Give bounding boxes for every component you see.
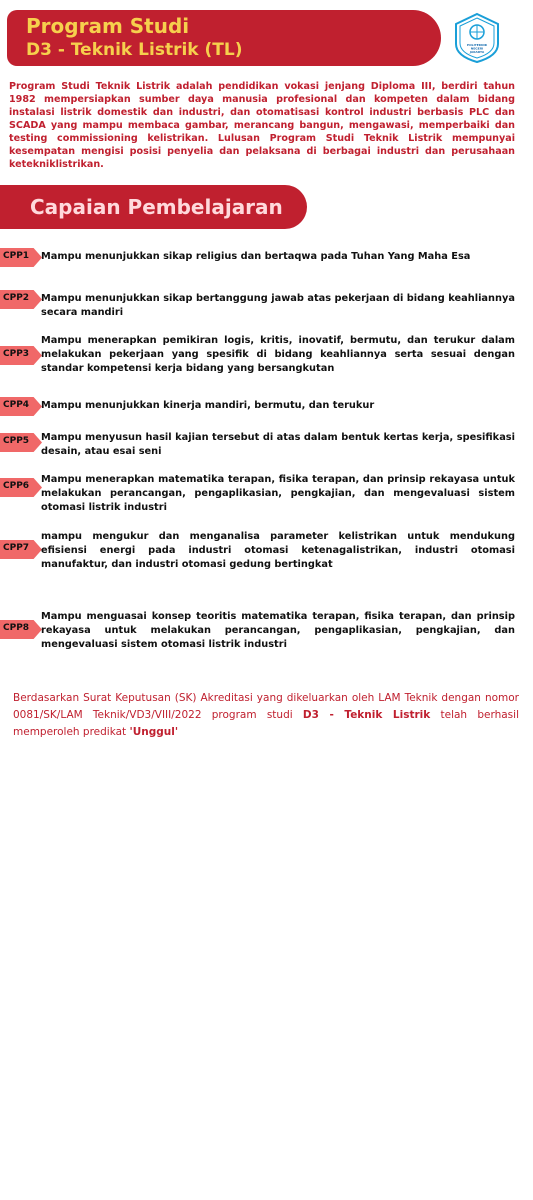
cpl-text: Mampu menerapkan matematika terapan, fisika terapan, dan prinsip rekayasa untuk melakukan perancangan, pengaplikasian, pengkajian, dan mengevaluasi sistem otomasi listrik industri xyxy=(41,474,515,513)
section-title: Capaian Pembelajaran xyxy=(30,195,283,219)
page-subtitle: D3 - Teknik Listrik (TL) xyxy=(26,40,243,60)
cpl-text: Mampu menerapkan pemikiran logis, kritis, inovatif, bermutu, dan terukur dalam melakukan pekerjaan yang spesifik di bidang keahliannya serta sesuai dengan standar kompetensi kerja bidang yang bersangkutan xyxy=(41,335,515,374)
cpl-tag-label: CPP7 xyxy=(3,543,30,553)
institution-logo xyxy=(451,12,503,64)
cpl-tag-label: CPP5 xyxy=(3,436,30,446)
cpl-tag-label: CPP4 xyxy=(3,400,30,410)
cpl-tag-label: CPP8 xyxy=(3,623,30,633)
cpl-text: Mampu menguasai konsep teoritis matematika terapan, fisika terapan, dan prinsip rekayasa untuk melakukan perancangan, pengaplikasian, pengkajian, dan mengevaluasi sistem otomasi listrik industri xyxy=(41,611,515,650)
svg-text:JAKARTA: JAKARTA xyxy=(469,50,485,54)
cpl-tag-label: CPP2 xyxy=(3,293,30,303)
accreditation-statement xyxy=(13,690,519,741)
accreditation-text: Berdasarkan Surat Keputusan (SK) Akreditasi yang dikeluarkan oleh LAM Teknik dengan nomor 0081/SK/LAM Teknik/VD3/VIII/2022 program studi xyxy=(13,692,519,721)
program-description: Program Studi Teknik Listrik adalah pendidikan vokasi jenjang Diploma III, berdiri tahun 1982 mempersiapkan sumber daya manusia profesional dan kompeten dalam bidang instalasi listrik domestik dan industri, dan otomatisasi kontrol industri berbasis PLC dan SCADA yang mampu membaca gambar, merancang bangun, mengawasi, memperbaiki dan testing commissioning kelistrikan. Lulusan Program Studi Teknik Listrik mempunyai kesempatan mengisi posisi penyelia dan pelaksana di berbagai industri dan perusahaan ketekniklistrikan. xyxy=(9,81,515,170)
svg-text:NEGERI: NEGERI xyxy=(470,46,484,51)
svg-text:POLITEKNIK: POLITEKNIK xyxy=(466,43,488,47)
accreditation-text-2: telah berhasil memperoleh predikat xyxy=(13,709,519,738)
cpl-tag-label: CPP6 xyxy=(3,481,30,491)
accreditation-grade: 'Unggul' xyxy=(129,726,179,738)
cpl-text: Mampu menunjukkan kinerja mandiri, bermutu, dan terukur xyxy=(41,400,375,411)
cpl-tag-label: CPP3 xyxy=(3,349,30,359)
page-title: Program Studi xyxy=(26,14,190,38)
cpl-text: mampu mengukur dan menganalisa parameter kelistrikan untuk mendukung efisiensi energi pada industri otomasi ketenagalistrikan, industri otomasi manufaktur, dan industri otomasi gedung bertingkat xyxy=(41,531,515,570)
cpl-text: Mampu menyusun hasil kajian tersebut di atas dalam bentuk kertas kerja, spesifikasi desain, atau esai seni xyxy=(41,432,515,457)
cpl-text: Mampu menunjukkan sikap religius dan bertaqwa pada Tuhan Yang Maha Esa xyxy=(41,251,471,262)
program-name: D3 - Teknik Listrik xyxy=(302,709,431,721)
cpl-text: Mampu menunjukkan sikap bertanggung jawab atas pekerjaan di bidang keahliannya secara mandiri xyxy=(41,293,515,318)
cpl-tag-label: CPP1 xyxy=(3,251,30,261)
